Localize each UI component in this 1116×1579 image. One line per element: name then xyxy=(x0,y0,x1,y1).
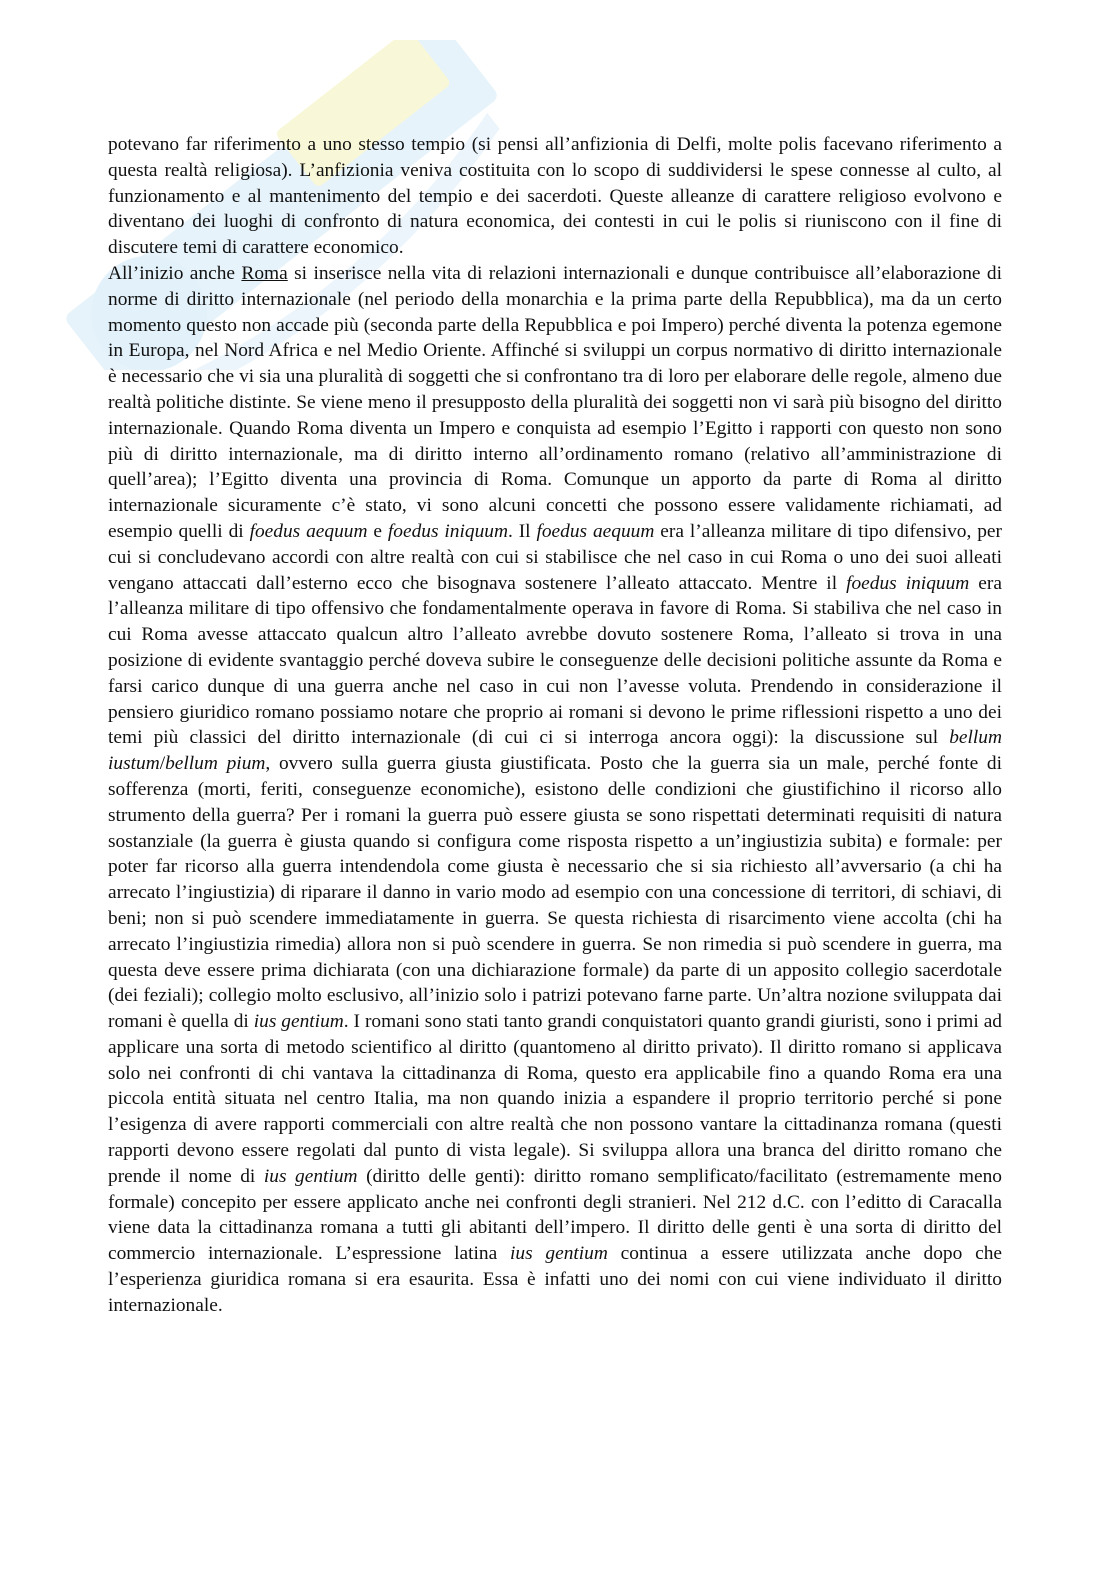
text-run: . Il xyxy=(507,520,537,542)
latin-term: bellum pium xyxy=(165,753,266,775)
text-run: (diritto delle genti): diritto romano semplificato/facilitato (estremamente meno formale) concepito per essere applicato anche nei confronti degli stranieri. Nel 212 d.C. con l’editto di Caracalla viene data la cittadinanza romana a tutti gli abitanti dell’impero. Il diritto delle genti è una sorta di diritto del commercio internazionale. L’espressione latina xyxy=(108,1165,1003,1265)
latin-term: foedus aequum xyxy=(536,520,655,542)
latin-term: ius gentium xyxy=(509,1243,608,1265)
text-run: era l’alleanza militare di tipo difensivo, per cui si concludevano accordi con altre realtà con cui si stabilisce che nel caso in cui Roma o uno dei suoi alleati vengano attaccati dall’esterno ecco che bisognava sostenere l’alleato attaccato. Mentre il xyxy=(108,520,1002,594)
roma-link[interactable]: Roma xyxy=(241,262,288,284)
latin-term: ius gentium xyxy=(263,1165,358,1187)
latin-term: foedus aequum xyxy=(249,520,368,542)
document-page xyxy=(108,132,1002,1319)
text-run: All’inizio anche xyxy=(108,262,242,284)
text-run: . I romani sono stati tanto grandi conquistatori quanto grandi giuristi, sono i primi ad applicare una sorta di metodo scientifico al diritto (quantomeno al diritto privato). Il diritto romano si applicava solo nei confronti di chi vantava la cittadinanza di Roma, questo era applicabile fino a quando Roma era una piccola entità situata nel centro Italia, ma non quando inizia a espandere il proprio territorio perché si pone l’esigenza di avere rapporti commerciali con altre realtà che non possono vantare la cittadinanza romana (questi rapporti devono essere regolati dal punto di vista legale). Si sviluppa allora una branca del diritto romano che prende il nome di xyxy=(108,1011,1003,1187)
paragraph-roma xyxy=(108,261,1002,1319)
text-run: / xyxy=(159,753,166,775)
latin-term: ius gentium xyxy=(253,1011,344,1033)
text-run: , ovvero sulla guerra giusta giustificata. Posto che la guerra sia un male, perché fonte di sofferenza (morti, feriti, conseguenze economiche), esistono delle condizioni che giustifichino il ricorso allo strumento della guerra? Per i romani la guerra può essere giusta se sono rispettati determinati requisiti di natura sostanziale (la guerra è giusta quando si configura come risposta rispetto a un’ingiustizia subita) e formale: per poter far ricorso alla guerra intendendola come giusta è necessario che si sia richiesto all’avversario (a chi ha arrecato l’ingiustizia) di riparare il danno in vario modo ad esempio con una concessione di territori, di schiavi, di beni; non si può scendere immediatamente in guerra. Se questa richiesta di risarcimento viene accolta (chi ha arrecato l’ingiustizia rimedia) allora non si può scendere in guerra. Se non rimedia si può scendere in guerra, ma questa deve essere prima dichiarata (con una dichiarazione formale) da parte di un apposito collegio sacerdotale (dei feziali); collegio molto esclusivo, all’inizio solo i patrizi potevano farne parte. Un’altra nozione sviluppata dai romani è quella di xyxy=(108,753,1002,1033)
text-run: e xyxy=(367,520,388,542)
text-run: continua a essere utilizzata anche dopo che l’esperienza giuridica romana si era esaurita. Essa è infatti uno dei nomi con cui viene individuato il diritto internazionale. xyxy=(108,1243,1003,1316)
paragraph-anfizionia: potevano far riferimento a uno stesso tempio (si pensi all’anfizionia di Delfi, molte polis facevano riferimento a questa realtà religiosa). L’anfizionia veniva costituita con lo scopo di suddividersi le spese connesse al culto, al funzionamento e al mantenimento del tempio e dei sacerdoti. Queste alleanze di carattere religioso evolvono e diventano dei luoghi di confronto di natura economica, dei contesti in cui le polis si riuniscono con il fine di discutere temi di carattere economico. xyxy=(108,134,1002,259)
latin-term: bellum iustum xyxy=(108,727,1002,775)
text-run: si inserisce nella vita di relazioni internazionali e dunque contribuisce all’elaborazione di norme di diritto internazionale (nel periodo della monarchia e la prima parte della Repubblica), ma da un certo momento questo non accade più (seconda parte della Repubblica e poi Impero) perché diventa la potenza egemone in Europa, nel Nord Africa e nel Medio Oriente. Affinché si sviluppi un corpus normativo di diritto internazionale è necessario che vi sia una pluralità di soggetti che si confrontano tra di loro per elaborare delle regole, almeno due realtà politiche distinte. Se viene meno il presupposto della pluralità dei soggetti non vi sarà più bisogno del diritto internazionale. Quando Roma diventa un Impero e conquista ad esempio l’Egitto i rapporti con questo non sono più di diritto internazionale, ma di diritto interno all’ordinamento romano (relativo all’amministrazione di quell’area); l’Egitto diventa una provincia di Roma. Comunque un apporto da parte di Roma al diritto internazionale sicuramente c’è stato, vi sono alcuni concetti che possono essere validamente richiamati, ad esempio quelli di xyxy=(108,262,1002,542)
latin-term: foedus iniquum xyxy=(846,572,970,594)
latin-term: foedus iniquum xyxy=(387,520,508,542)
text-run: era l’alleanza militare di tipo offensivo che fondamentalmente operava in favore di Roma. Si stabiliva che nel caso in cui Roma avesse attaccato qualcun altro l’alleato avrebbe dovuto sostenere Roma, l’alleato si trova in una posizione di evidente svantaggio perché doveva subire le conseguenze delle decisioni politiche assunte da Roma e farsi carico dunque di una guerra anche nel caso in cui non l’avesse voluta. Prendendo in considerazione il pensiero giuridico romano possiamo notare che proprio ai romani si devono le prime riflessioni rispetto a uno dei temi più classici del diritto internazionale (di cui ci si interroga ancora oggi): la discussione sul xyxy=(108,572,1002,749)
